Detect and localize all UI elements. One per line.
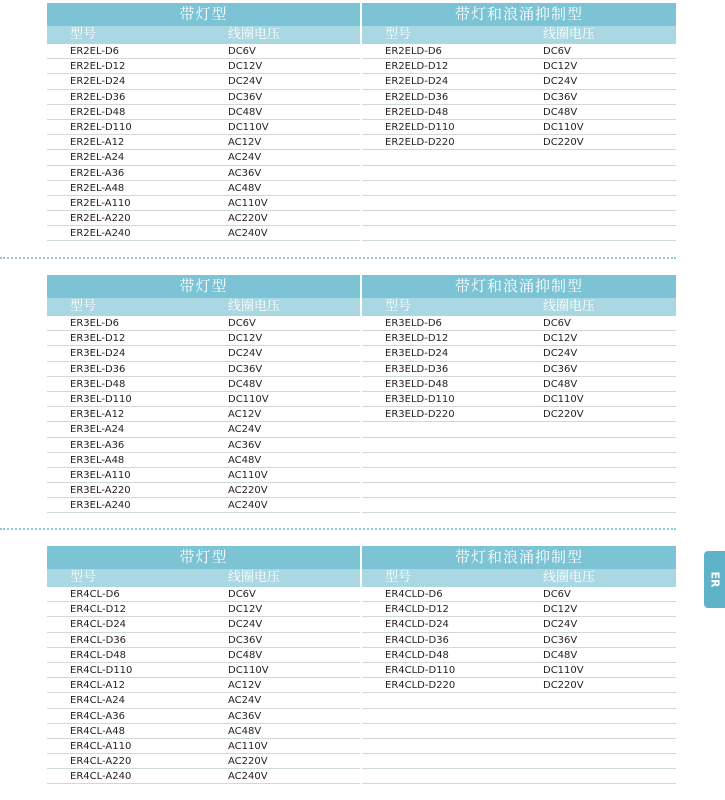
voltage-cell: DC36V [228,634,263,646]
table-row [47,483,360,498]
table-row [362,150,676,165]
voltage-cell: DC6V [543,589,571,600]
model-cell: ER3ELD-D24 [385,348,449,360]
voltage-cell: DC6V [543,318,571,329]
model-cell: ER3EL-A48 [70,454,125,466]
voltage-cell: DC220V [543,137,584,149]
table-lamp-surge-type [362,275,676,513]
table-row [362,483,676,498]
voltage-cell: AC110V [228,469,268,481]
voltage-cell: AC24V [228,695,262,707]
column-header-row [362,26,676,44]
table-body [47,587,360,784]
table-row [47,468,360,483]
model-cell: ER2EL-A48 [70,182,125,194]
model-cell: ER2EL-D36 [70,91,126,103]
table-row [362,754,676,769]
voltage-cell: DC24V [543,348,578,360]
table-row [47,166,360,181]
model-cell: ER3EL-A12 [70,409,125,421]
table-row [362,74,676,89]
model-cell: ER4CLD-D36 [385,634,449,646]
model-cell: ER4CL-D24 [70,619,127,631]
table-row [362,105,676,120]
voltage-cell: AC36V [228,439,262,451]
model-cell: ER4CL-A110 [70,740,132,752]
model-cell: ER2ELD-D24 [385,76,449,88]
voltage-cell: DC6V [228,589,256,600]
table-body [362,587,676,784]
table-row [47,587,360,602]
model-cell: ER2EL-A110 [70,197,131,209]
section-er2 [47,3,676,241]
voltage-cell: DC24V [228,619,263,631]
voltage-cell: AC36V [228,167,262,179]
voltage-cell: AC240V [228,771,268,783]
column-header-row [362,569,676,587]
table-body [362,316,676,513]
voltage-cell: DC6V [228,46,256,57]
model-cell: ER2ELD-D110 [385,121,455,133]
model-cell: ER3ELD-D36 [385,363,449,375]
column-header-row [362,298,676,316]
column-header-row [47,569,360,587]
voltage-cell: DC48V [543,649,578,661]
table-row [362,724,676,739]
column-header-row [47,26,360,44]
model-cell: ER4CLD-D220 [385,680,456,692]
table-body [47,44,360,241]
model-cell: ER4CL-D6 [70,589,120,600]
table-row [362,648,676,663]
voltage-cell: DC24V [543,619,578,631]
voltage-cell: DC110V [228,393,269,405]
voltage-cell: DC36V [228,363,263,375]
model-cell: ER2EL-D6 [70,46,120,57]
column-header-model: 型号 [70,570,97,585]
column-header-voltage: 线圈电压 [228,570,281,585]
voltage-cell: DC110V [543,664,584,676]
model-cell: ER4CL-D48 [70,649,127,661]
model-cell: ER2EL-D12 [70,61,126,73]
table-title: 带灯和浪涌抑制型 [362,275,676,298]
dotted-divider [0,257,676,259]
table-row [47,331,360,346]
table-row [362,226,676,241]
section-tab-er[interactable] [704,551,725,608]
voltage-cell: AC110V [228,197,268,209]
column-header-model: 型号 [385,27,412,42]
dotted-divider [0,528,676,530]
table-row [362,377,676,392]
voltage-cell: AC220V [228,756,268,768]
voltage-cell: DC6V [543,46,571,57]
voltage-cell: AC12V [228,409,262,421]
table-row [362,331,676,346]
model-cell: ER2EL-D24 [70,76,126,88]
table-row [362,633,676,648]
table-row [47,120,360,135]
column-header-voltage: 线圈电压 [543,570,596,585]
table-row [47,105,360,120]
table-row [47,602,360,617]
voltage-cell: DC48V [228,649,263,661]
voltage-cell: DC36V [543,363,578,375]
voltage-cell: DC220V [543,680,584,692]
table-row [47,438,360,453]
column-header-model: 型号 [70,299,97,314]
model-cell: ER3EL-A240 [70,500,131,512]
table-row [47,377,360,392]
model-cell: ER3ELD-D220 [385,409,455,421]
model-cell: ER2EL-D48 [70,106,126,118]
model-cell: ER3EL-D48 [70,378,126,390]
column-header-model: 型号 [70,27,97,42]
table-row [362,422,676,437]
table-row [47,211,360,226]
table-title: 带灯型 [47,546,360,569]
table-row [362,587,676,602]
table-row [47,633,360,648]
model-cell: ER2EL-A12 [70,137,125,149]
voltage-cell: DC24V [228,76,263,88]
voltage-cell: AC12V [228,680,262,692]
voltage-cell: AC12V [228,137,262,149]
voltage-cell: DC110V [228,121,269,133]
voltage-cell: DC36V [228,91,263,103]
model-cell: ER3EL-A220 [70,485,131,497]
voltage-cell: DC48V [228,378,263,390]
table-row [362,602,676,617]
table-row [362,407,676,422]
table-row [362,181,676,196]
model-cell: ER4CLD-D110 [385,664,456,676]
table-row [362,739,676,754]
table-row [47,346,360,361]
table-row [47,663,360,678]
voltage-cell: DC12V [228,604,263,616]
model-cell: ER3EL-D12 [70,333,126,345]
table-row [362,438,676,453]
table-row [47,453,360,468]
model-cell: ER2ELD-D36 [385,91,449,103]
voltage-cell: AC24V [228,424,262,436]
model-cell: ER4CLD-D6 [385,589,443,600]
section-er3 [47,275,676,513]
table-row [47,150,360,165]
voltage-cell: DC110V [543,393,584,405]
model-cell: ER4CL-D36 [70,634,127,646]
table-row [362,362,676,377]
model-cell: ER3EL-A110 [70,469,131,481]
table-row [362,693,676,708]
table-row [47,617,360,632]
model-cell: ER3ELD-D110 [385,393,455,405]
table-row [47,74,360,89]
voltage-cell: AC36V [228,710,262,722]
table-row [362,211,676,226]
voltage-cell: AC240V [228,500,268,512]
model-cell: ER4CL-D110 [70,664,133,676]
table-body [47,316,360,513]
table-row [362,135,676,150]
table-row [47,392,360,407]
table-title: 带灯和浪涌抑制型 [362,546,676,569]
model-cell: ER3ELD-D6 [385,318,442,329]
model-cell: ER2ELD-D12 [385,61,449,73]
table-row [47,226,360,241]
table-row [362,120,676,135]
voltage-cell: AC24V [228,152,262,164]
table-row [47,422,360,437]
voltage-cell: AC48V [228,725,262,737]
table-row [362,44,676,59]
model-cell: ER3EL-D6 [70,318,120,329]
model-cell: ER2ELD-D6 [385,46,442,57]
table-row [47,769,360,784]
table-row [47,362,360,377]
column-header-model: 型号 [385,299,412,314]
table-row [362,90,676,105]
column-header-row [47,298,360,316]
voltage-cell: DC36V [543,634,578,646]
voltage-cell: DC24V [543,76,578,88]
table-row [47,724,360,739]
table-row [47,59,360,74]
table-row [47,498,360,513]
table-row [362,196,676,211]
table-row [362,392,676,407]
model-cell: ER2ELD-D220 [385,137,455,149]
table-row [362,166,676,181]
table-title: 带灯型 [47,275,360,298]
table-title: 带灯和浪涌抑制型 [362,3,676,26]
table-lamp-surge-type [362,3,676,241]
voltage-cell: AC48V [228,454,262,466]
voltage-cell: AC110V [228,740,268,752]
table-lamp-surge-type [362,546,676,784]
voltage-cell: DC12V [543,333,578,345]
model-cell: ER4CL-A36 [70,710,125,722]
table-row [47,754,360,769]
voltage-cell: DC110V [228,664,269,676]
table-row [47,44,360,59]
model-cell: ER4CLD-D24 [385,619,449,631]
model-cell: ER4CLD-D48 [385,649,449,661]
table-title: 带灯型 [47,3,360,26]
model-cell: ER4CL-A240 [70,771,132,783]
table-row [47,648,360,663]
model-cell: ER2EL-A36 [70,167,125,179]
table-row [362,346,676,361]
section-tab-label: ER [707,571,721,588]
table-row [362,468,676,483]
model-cell: ER3ELD-D12 [385,333,449,345]
voltage-cell: AC220V [228,213,268,225]
voltage-cell: DC48V [228,106,263,118]
table-row [362,617,676,632]
model-cell: ER2EL-A24 [70,152,125,164]
table-lamp-type [47,275,360,513]
column-header-voltage: 线圈电压 [228,299,281,314]
table-row [47,196,360,211]
voltage-cell: DC12V [543,604,578,616]
table-row [362,316,676,331]
table-row [47,316,360,331]
model-cell: ER3EL-D24 [70,348,126,360]
voltage-cell: DC12V [543,61,578,73]
voltage-cell: DC36V [543,91,578,103]
model-cell: ER2EL-A240 [70,228,131,240]
voltage-cell: DC12V [228,61,263,73]
voltage-cell: DC48V [543,106,578,118]
column-header-model: 型号 [385,570,412,585]
voltage-cell: DC24V [228,348,263,360]
table-lamp-type [47,3,360,241]
model-cell: ER4CL-A12 [70,680,125,692]
table-row [362,663,676,678]
voltage-cell: DC48V [543,378,578,390]
table-row [47,135,360,150]
table-row [47,181,360,196]
voltage-cell: AC240V [228,228,268,240]
voltage-cell: AC48V [228,182,262,194]
model-cell: ER2EL-A220 [70,213,131,225]
voltage-cell: DC6V [228,318,256,329]
model-cell: ER2EL-D110 [70,121,132,133]
table-row [362,769,676,784]
table-row [47,407,360,422]
model-cell: ER3EL-D36 [70,363,126,375]
voltage-cell: DC220V [543,409,584,421]
table-row [47,678,360,693]
model-cell: ER4CL-A220 [70,756,132,768]
column-header-voltage: 线圈电压 [228,27,281,42]
table-row [362,498,676,513]
model-cell: ER3EL-A24 [70,424,125,436]
model-cell: ER2ELD-D48 [385,106,449,118]
model-cell: ER3ELD-D48 [385,378,449,390]
section-er4 [47,546,676,784]
table-row [362,59,676,74]
table-lamp-type [47,546,360,784]
table-row [362,678,676,693]
table-body [362,44,676,241]
voltage-cell: AC220V [228,485,268,497]
model-cell: ER3EL-A36 [70,439,125,451]
table-row [47,739,360,754]
table-row [47,693,360,708]
model-cell: ER4CL-A48 [70,725,125,737]
model-cell: ER3EL-D110 [70,393,132,405]
model-cell: ER4CL-A24 [70,695,125,707]
table-row [362,453,676,468]
table-row [47,709,360,724]
column-header-voltage: 线圈电压 [543,299,596,314]
model-cell: ER4CLD-D12 [385,604,449,616]
model-cell: ER4CL-D12 [70,604,127,616]
column-header-voltage: 线圈电压 [543,27,596,42]
voltage-cell: DC110V [543,121,584,133]
table-row [362,709,676,724]
table-row [47,90,360,105]
voltage-cell: DC12V [228,333,263,345]
